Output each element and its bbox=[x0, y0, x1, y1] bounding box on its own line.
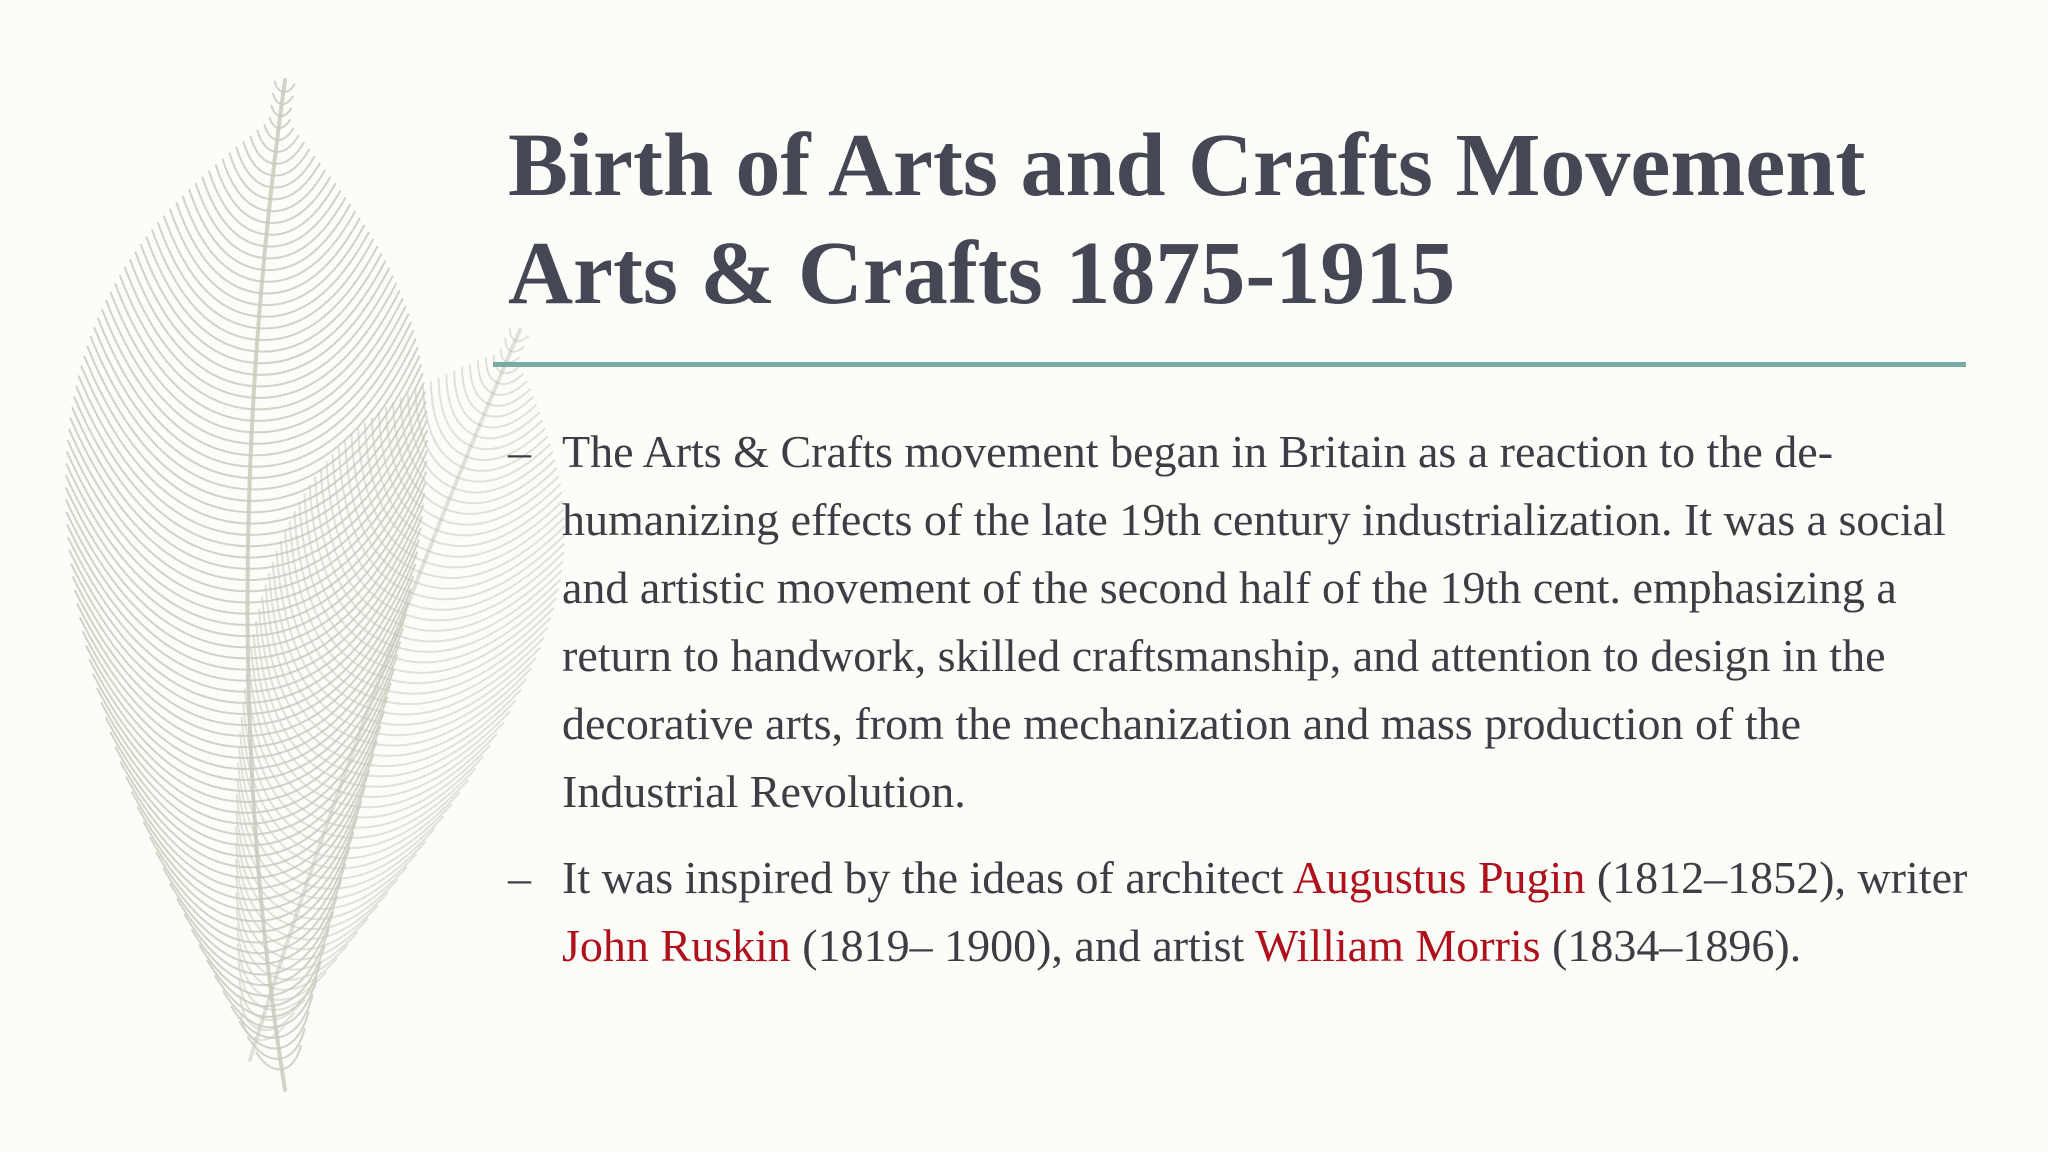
link-augustus-pugin[interactable]: Augustus Pugin bbox=[1292, 852, 1586, 903]
bullet-list bbox=[508, 418, 1968, 998]
bullet-item-2 bbox=[508, 844, 1968, 980]
bullet-text-part: (1834–1896). bbox=[1540, 920, 1802, 971]
title-line-1: Birth of Arts and Crafts Movement bbox=[508, 116, 1866, 215]
title-divider bbox=[493, 362, 1966, 367]
link-william-morris[interactable]: William Morris bbox=[1254, 920, 1541, 971]
bullet-text-part: (1812–1852), writer bbox=[1585, 852, 1968, 903]
bullet-dash: – bbox=[508, 426, 531, 477]
bullet-dash: – bbox=[508, 852, 531, 903]
link-john-ruskin[interactable]: John Ruskin bbox=[562, 920, 791, 971]
slide-title bbox=[508, 112, 1988, 328]
bullet-text-part: It was inspired by the ideas of architect bbox=[562, 852, 1293, 903]
bullet-item-1 bbox=[508, 418, 1968, 826]
bullet-text: The Arts & Crafts movement began in Britain as a reaction to the de-humanizing effects of the late 19th century industrialization. It was a social and artistic movement of the second half of the 19th cent. emphasizing a return to handwork, skilled craftsmanship, and attention to design in the decorative arts, from the mechanization and mass production of the Industrial Revolution. bbox=[562, 426, 1946, 817]
bullet-text-part: (1819– 1900), and artist bbox=[790, 920, 1255, 971]
title-line-2: Arts & Crafts 1875-1915 bbox=[508, 224, 1456, 323]
